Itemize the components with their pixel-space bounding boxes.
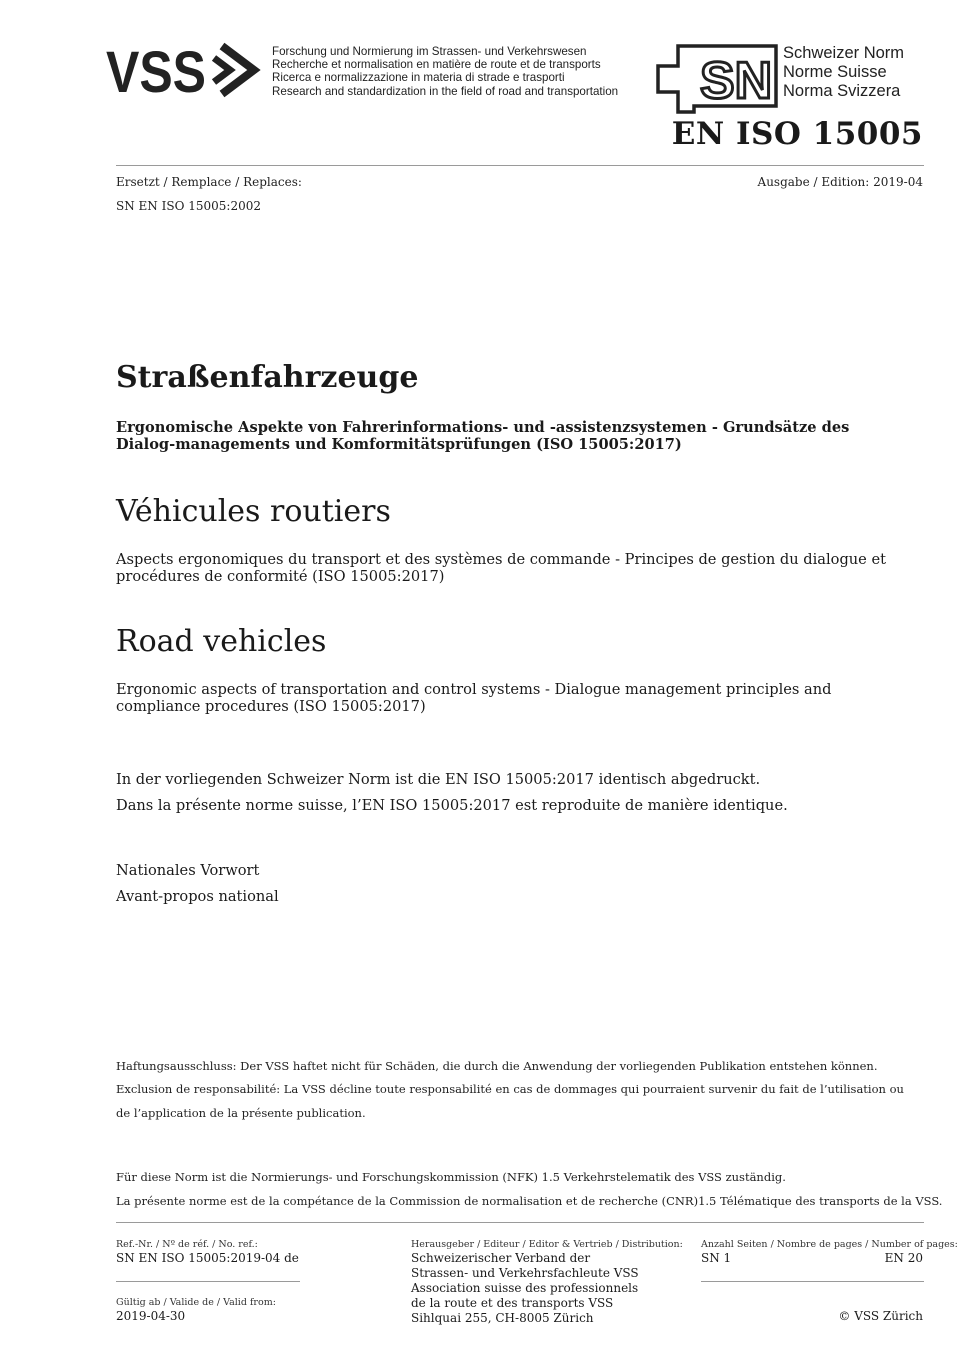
publisher-line: Sihlquai 255, CH-8005 Zürich bbox=[411, 1311, 594, 1325]
title-de: Straßenfahrzeuge bbox=[116, 360, 419, 395]
sn-name-it: Norma Svizzera bbox=[783, 82, 901, 100]
publisher-line: Strassen- und Verkehrsfachleute VSS bbox=[411, 1266, 639, 1280]
valid-label: Gültig ab / Valide de / Valid from: bbox=[116, 1297, 276, 1308]
committee-de: Für diese Norm ist die Normierungs- und Forschungskommission (NFK) 1.5 Verkehrstelematik des VSS zuständig. bbox=[116, 1170, 786, 1184]
vss-logo bbox=[106, 40, 266, 106]
sn-name-fr: Norme Suisse bbox=[783, 63, 887, 81]
footer-col3-divider bbox=[701, 1281, 924, 1282]
vss-wordmark: VSS bbox=[106, 40, 206, 102]
subtitle-fr: Aspects ergonomiques du transport et des systèmes de commande - Principes de gestion du dialogue et procédures de conformité (ISO 15005:2017) bbox=[116, 551, 886, 585]
footer-col1-divider bbox=[116, 1281, 300, 1282]
replaces-label: Ersetzt / Remplace / Replaces: bbox=[116, 175, 302, 189]
replaced-standard: SN EN ISO 15005:2002 bbox=[116, 199, 261, 213]
vss-tagline bbox=[272, 45, 618, 98]
copyright: © VSS Zürich bbox=[838, 1309, 923, 1323]
identical-statement-de: In der vorliegenden Schweizer Norm ist die EN ISO 15005:2017 identisch abgedruckt. bbox=[116, 771, 761, 788]
vss-tagline-it: Ricerca e normalizzazione in materia di strade e trasporti bbox=[272, 71, 565, 85]
publisher-line: de la route et des transports VSS bbox=[411, 1296, 614, 1310]
sn-mark: SN bbox=[700, 52, 772, 110]
disclaimer-fr-line2: de l’application de la présente publication. bbox=[116, 1106, 366, 1120]
sn-logo bbox=[656, 44, 780, 118]
subtitle-de: Ergonomische Aspekte von Fahrerinformations- und -assistenzsystemen - Grundsätze des Dialog-managements und Komformitätsprüfungen (ISO 15005:2017) bbox=[116, 419, 850, 453]
edition: Ausgabe / Edition: 2019-04 bbox=[757, 175, 923, 189]
disclaimer-fr-line1: Exclusion de responsabilité: La VSS décline toute responsabilité en cas de dommages qui pourraient survenir du fait de l’utilisation ou bbox=[116, 1082, 904, 1096]
pages-sn: SN 1 bbox=[701, 1251, 732, 1265]
ref-label: Ref.-Nr. / Nº de réf. / No. ref.: bbox=[116, 1239, 258, 1250]
publisher-line: Association suisse des professionnels bbox=[411, 1281, 639, 1295]
valid-value: 2019-04-30 bbox=[116, 1309, 186, 1323]
vss-tagline-de: Forschung und Normierung im Strassen- und Verkehrswesen bbox=[272, 45, 587, 58]
publisher-address bbox=[411, 1251, 639, 1326]
committee-fr: La présente norme est de la compétance de la Commission de normalisation et de recherche (CNR)1.5 Télématique des transports de la VSS. bbox=[116, 1194, 943, 1208]
sn-name-de: Schweizer Norm bbox=[783, 44, 905, 62]
pages-label: Anzahl Seiten / Nombre de pages / Number of pages: bbox=[701, 1239, 958, 1250]
publisher-line: Schweizerischer Verband der bbox=[411, 1251, 591, 1265]
disclaimer-de: Haftungsausschluss: Der VSS haftet nicht für Schäden, die durch die Anwendung der vorliegenden Publikation entstehen können. bbox=[116, 1059, 878, 1073]
footer-divider bbox=[116, 1222, 924, 1223]
vss-tagline-fr: Recherche et normalisation en matière de route et de transports bbox=[272, 58, 601, 72]
pages-en: EN 20 bbox=[884, 1251, 923, 1265]
identical-statement-fr: Dans la présente norme suisse, l’EN ISO 15005:2017 est reproduite de manière identique. bbox=[116, 797, 788, 814]
sn-norm-names bbox=[783, 44, 904, 101]
national-foreword-fr: Avant-propos national bbox=[116, 888, 279, 905]
publisher-label: Herausgeber / Editeur / Editor & Vertrieb / Distribution: bbox=[411, 1239, 683, 1250]
header-divider bbox=[116, 165, 924, 166]
ref-value: SN EN ISO 15005:2019-04 de bbox=[116, 1251, 299, 1265]
vss-tagline-en: Research and standardization in the field of road and transportation bbox=[272, 84, 619, 98]
title-fr: Véhicules routiers bbox=[116, 494, 391, 529]
national-foreword-de: Nationales Vorwort bbox=[116, 862, 260, 879]
subtitle-en: Ergonomic aspects of transportation and control systems - Dialogue management principles and compliance procedures (ISO 15005:2017) bbox=[116, 681, 832, 715]
title-en: Road vehicles bbox=[116, 624, 327, 659]
document-number: EN ISO 15005 bbox=[671, 116, 923, 152]
